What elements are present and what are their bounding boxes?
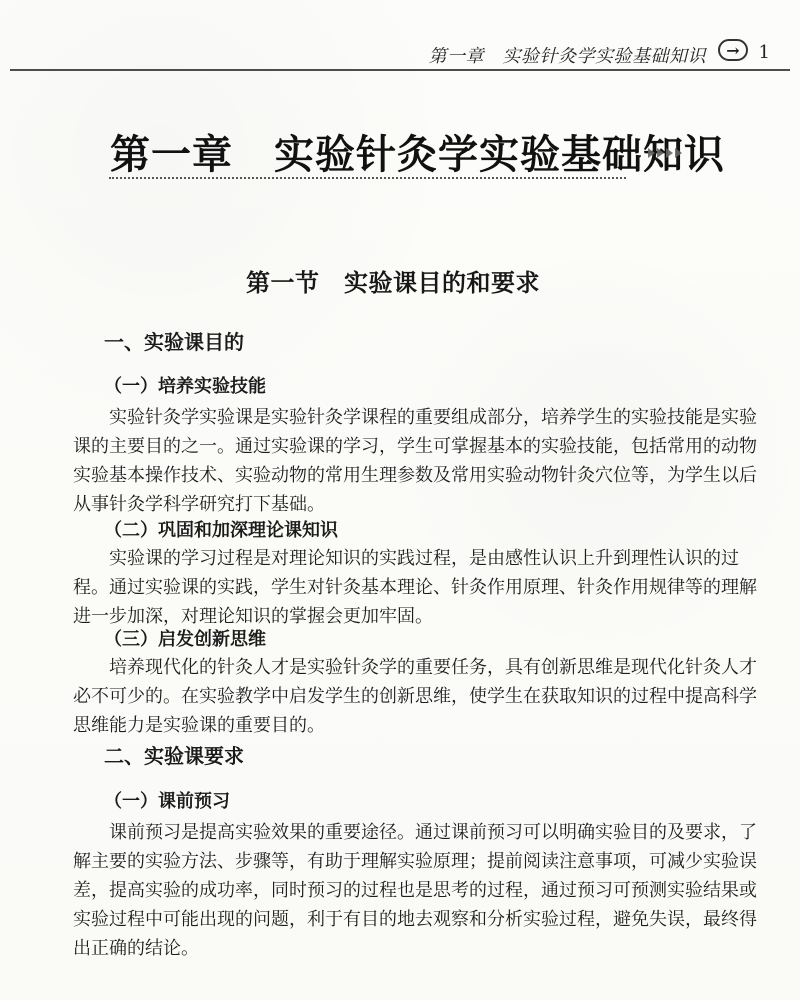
subsection-4-heading: （一）课前预习 — [104, 791, 230, 812]
arrow-right-icon: → — [718, 39, 748, 61]
triangle-right-icon — [666, 148, 673, 158]
subsection-1-paragraph — [73, 403, 757, 519]
paragraph-line: 出正确的结论。 — [73, 938, 199, 959]
bleed-through-text — [110, 95, 126, 118]
section-title: 第一节 实验课目的和要求 — [246, 268, 540, 297]
running-header-title: 第一章 实验针灸学实验基础知识 — [428, 46, 706, 67]
subsection-4-paragraph — [73, 818, 757, 963]
header-rule — [10, 69, 790, 71]
paragraph-line: 培养现代化的针灸人才是实验针灸学的重要任务，具有创新思维是现代化针灸人才 — [109, 657, 757, 678]
paragraph-line: 程。通过实验课的实践，学生对针灸基本理论、针灸作用原理、针灸作用规律等的理解 — [73, 577, 757, 598]
chapter-title-underline — [109, 177, 626, 179]
paragraph-line: 必不可少的。在实验教学中启发学生的创新思维，使学生在获取知识的过程中提高科学 — [73, 686, 757, 707]
paragraph-line: 进一步加深，对理论知识的掌握会更加牢固。 — [73, 606, 433, 627]
paragraph-line: 实验基本操作技术、实验动物的常用生理参数及常用实验动物针灸穴位等，为学生以后 — [73, 465, 757, 486]
triangle-right-icon — [657, 148, 664, 158]
paragraph-line: 差，提高实验的成功率，同时预习的过程也是思考的过程，通过预习可预测实验结果或 — [73, 880, 757, 901]
paragraph-line: 课的主要目的之一。通过实验课的学习，学生可掌握基本的实验技能，包括常用的动物 — [73, 436, 757, 457]
subsection-3-paragraph — [73, 653, 757, 740]
paragraph-line: 课前预习是提高实验效果的重要途径。通过课前预习可以明确实验目的及要求，了 — [109, 822, 757, 843]
subsection-3-heading: （三）启发创新思维 — [104, 629, 266, 650]
paragraph-line: 实验过程中可能出现的问题，利于有目的地去观察和分析实验过程，避免失误，最终得 — [73, 909, 757, 930]
subsection-2-heading: （二）巩固和加深理论课知识 — [104, 520, 338, 541]
paragraph-line: 思维能力是实验课的重要目的。 — [73, 715, 325, 736]
chapter-title: 第一章 实验针灸学实验基础知识 — [110, 131, 725, 178]
subsection-1-heading: （一）培养实验技能 — [104, 376, 266, 397]
paragraph-line: 实验针灸学实验课是实验针灸学课程的重要组成部分，培养学生的实验技能是实验 — [109, 407, 757, 428]
part-1-heading: 一、实验课目的 — [104, 330, 244, 354]
bleed-through-text — [120, 205, 136, 228]
paragraph-line: 解主要的实验方法、步骤等，有助于理解实验原理；提前阅读注意事项，可减少实验误 — [73, 851, 757, 872]
page-number: 1 — [758, 42, 770, 63]
subsection-2-paragraph — [73, 544, 757, 631]
chapter-decoration — [648, 148, 682, 158]
triangle-right-icon — [648, 148, 655, 158]
part-2-heading: 二、实验课要求 — [104, 744, 244, 768]
paragraph-line: 从事针灸学科学研究打下基础。 — [73, 494, 325, 515]
triangle-right-icon — [675, 148, 682, 158]
running-header — [0, 0, 800, 72]
paragraph-line: 实验课的学习过程是对理论知识的实践过程，是由感性认识上升到理性认识的过 — [109, 548, 739, 569]
